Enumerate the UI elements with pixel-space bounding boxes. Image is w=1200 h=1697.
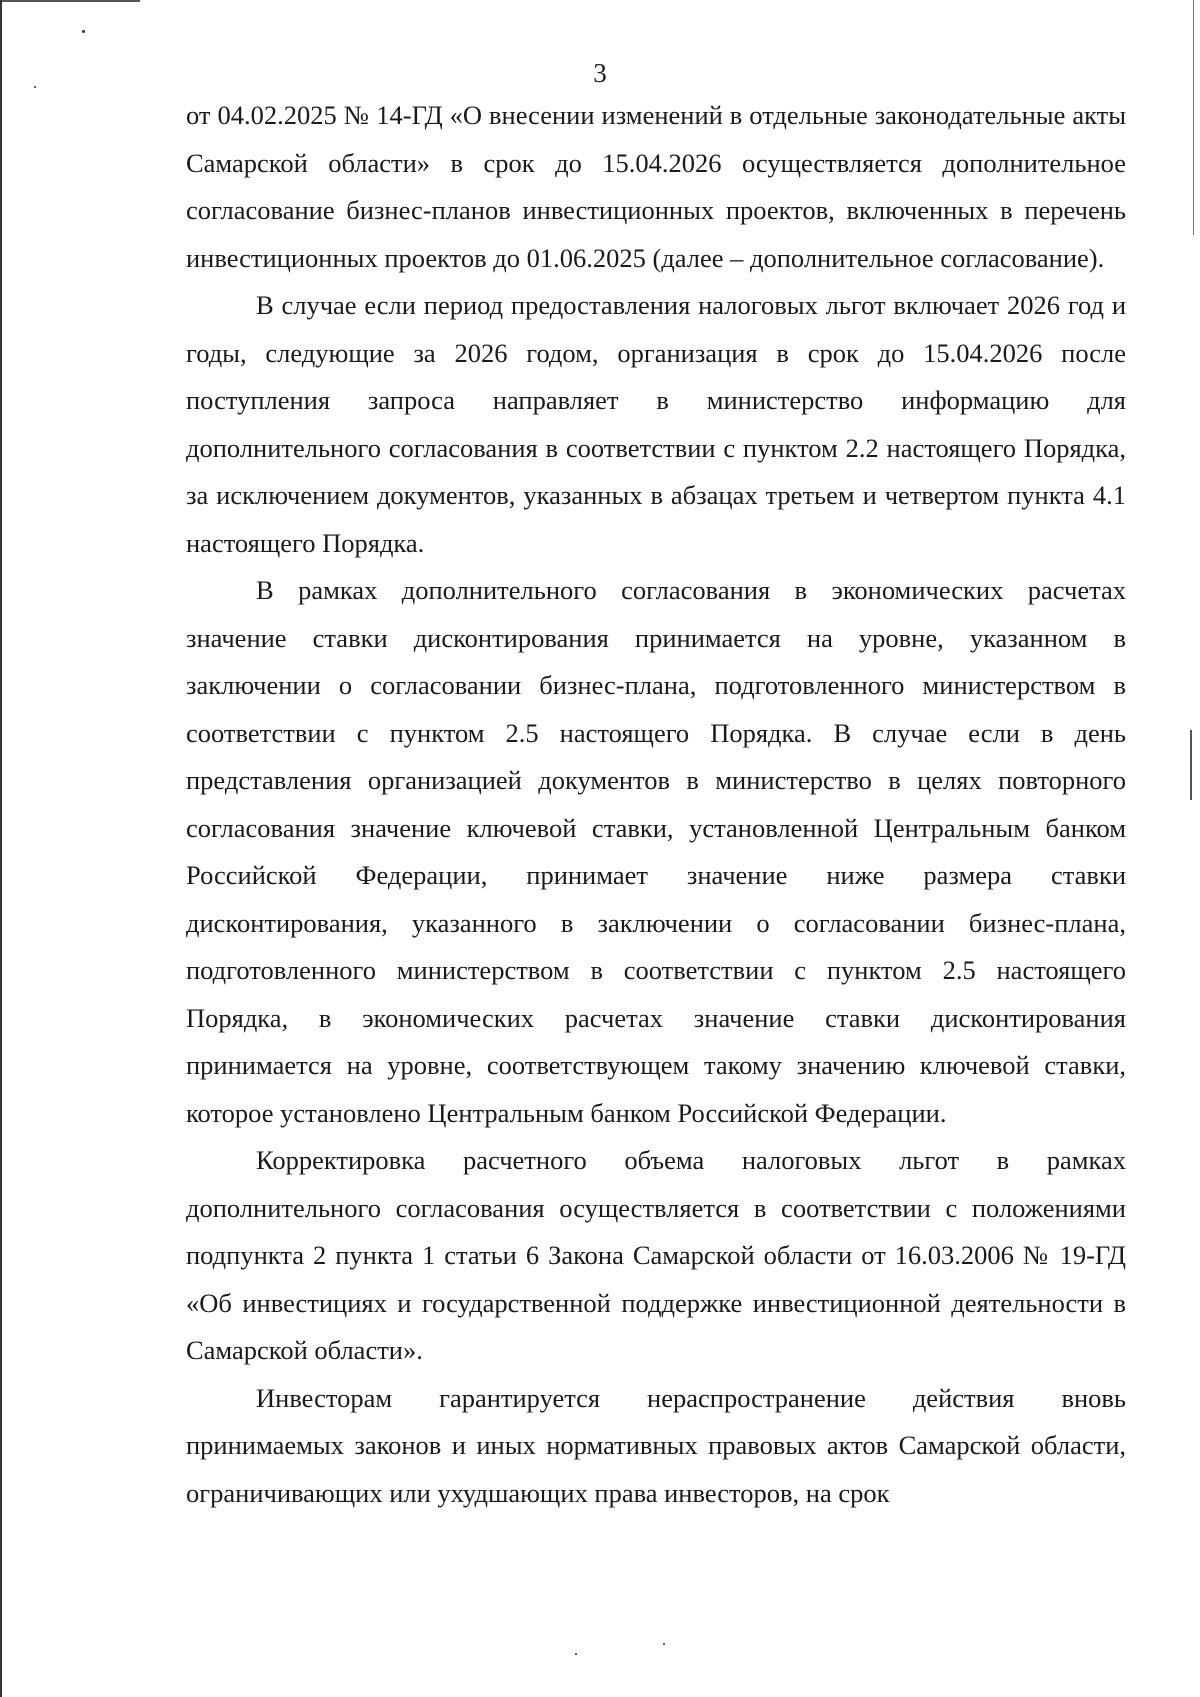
scan-edge-right-mid: [1190, 730, 1192, 800]
page-number: 3: [593, 58, 607, 88]
paragraph: Инвесторам гарантируется нераспространение действия вновь принимаемых законов и иных нормативных правовых актов Самарской области, ограничивающих или ухудшающих права инвесторов, на срок: [186, 1382, 1126, 1508]
scan-edge-right-top: [1193, 0, 1194, 235]
paragraph: Корректировка расчетного объема налоговых льгот в рамках дополнительного согласования осуществляется в соответствии с положениями подпункта 2 пункта 1 статьи 6 Закона Самарской области от 16.03.2006 № 19-ГД «Об инвестициях и государственной поддержке инвестиционной деятельности в Самарской области».: [186, 1145, 1126, 1365]
scan-edge-top: [0, 0, 140, 2]
scan-edge-left: [0, 0, 2, 1697]
document-body: [186, 92, 1126, 1517]
paragraph: В рамках дополнительного согласования в экономических расчетах значение ставки дисконтирования принимается на уровне, указанном в заключении о согласовании бизнес-плана, подготовленного министерством в соответствии с пунктом 2.5 настоящего Порядка. В случае если в день представления организацией документов в министерство в целях повторного согласования значение ключевой ставки, установленной Центральным банком Российской Федерации, принимает значение ниже размера ставки дисконтирования, указанного в заключении о согласовании бизнес-плана, подготовленного министерством в соответствии с пунктом 2.5 настоящего Порядка, в экономических расчетах значение ставки дисконтирования принимается на уровне, соответствующем такому значению ключевой ставки, которое установлено Центральным банком Российской Федерации.: [186, 575, 1126, 1128]
scan-speck: [575, 1653, 577, 1655]
scan-speck: [82, 30, 85, 33]
paragraph: В случае если период предоставления налоговых льгот включает 2026 год и годы, следующие за 2026 годом, организация в срок до 15.04.2026 после поступления запроса направляет в министерство информацию для дополнительного согласования в соответствии с пунктом 2.2 настоящего Порядка, за исключением документов, указанных в абзацах третьем и четвертом пункта 4.1 настоящего Порядка.: [186, 290, 1126, 558]
paragraph-continued: от 04.02.2025 № 14-ГД «О внесении изменений в отдельные законодательные акты Самарской области» в срок до 15.04.2026 осуществляется дополнительное согласование бизнес-планов инвестиционных проектов, включенных в перечень инвестиционных проектов до 01.06.2025 (далее – дополнительное согласование).: [186, 100, 1126, 273]
scan-speck: [663, 1643, 665, 1645]
